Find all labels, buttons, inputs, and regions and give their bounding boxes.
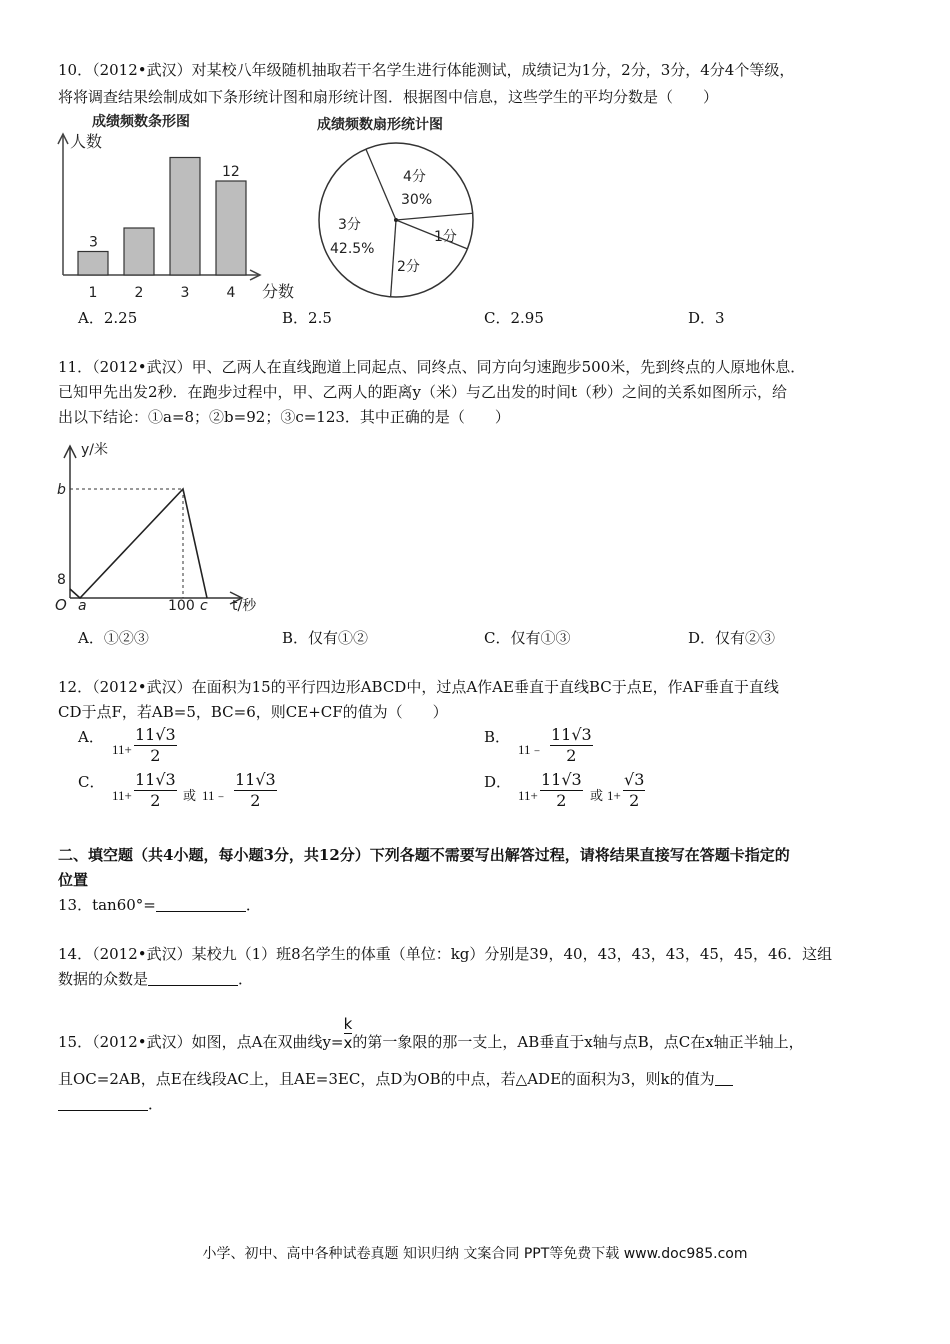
bar-chart-title: 成绩频数条形图 [92,114,190,130]
pie-pct-3: 42.5% [330,241,375,257]
pie-chart [300,112,490,307]
q12-c-num1: 11√3 [135,770,176,789]
pie-label-2: 2分 [397,259,420,275]
q13 [58,895,261,915]
q12-a-fraction [134,725,177,766]
q14-line1: 14．（2012•武汉）某校九（1）班8名学生的体重（单位：kg）分别是39，40，43，43，43，45，45，46．这组 [58,945,833,963]
q11-a-label: a [78,598,87,614]
q13-blank[interactable] [156,897,246,912]
q12-c-fraction1 [134,770,177,811]
q10-option-d[interactable]: D．3 [688,309,725,327]
bar-chart-ylabel: 人数 [70,132,103,151]
bar-3 [170,158,200,276]
q11-b-label: b [57,482,66,498]
q12-c-or: 或 [183,788,197,803]
q12-d-fraction2 [623,770,645,811]
q10-option-b[interactable]: B．2.5 [282,309,332,327]
q12-d-den1: 2 [556,791,567,810]
q15-line2-text: 且OC=2AB，点E在线段AC上，且AE=3EC，点D为OB的中点，若△ADE的面积为3，则k的值为 [58,1070,715,1088]
q10-line1: 10．（2012•武汉）对某校八年级随机抽取若干名学生进行体能测试，成绩记为1分，2分，3分，4分4个等级， [58,61,795,79]
q12-option-c[interactable]: C． [78,773,105,791]
q11-graph [52,438,272,616]
q12-d-num1: 11√3 [541,770,582,789]
section2-heading-line1: 二、填空题（共4小题，每小题3分，共12分）下列各题不需要写出解答过程，请将结果直接写在答题卡指定的 [58,846,790,864]
q11-8-label: 8 [57,572,66,588]
q12-b-num: 11√3 [551,725,592,744]
bar-tick-3: 3 [180,285,190,301]
pie-center [394,218,398,222]
q12-option-d[interactable]: D． [484,773,512,791]
q12-a-num: 11√3 [135,725,176,744]
q10-line2: 将将调查结果绘制成如下条形统计图和扇形统计图．根据图中信息，这些学生的平均分数是（ ） [58,88,719,106]
q12-c-num2: 11√3 [235,770,276,789]
pie-label-4: 4分 [403,169,426,185]
q12-b-fraction [550,725,593,766]
q12-d-num2: √3 [624,770,645,789]
q11-c-label: c [200,598,208,614]
q15-end: ． [148,1095,164,1113]
q15-line1 [58,1014,804,1052]
bar-tick-4: 4 [226,285,236,301]
bar-data-label-4: 12 [222,164,240,180]
q12-option-b[interactable]: B． [484,728,511,746]
q15-post: 的第一象限的那一支上，AB垂直于x轴与点B，点C在x轴正半轴上， [352,1033,804,1051]
q12-c-den1: 2 [150,791,161,810]
q12-line1: 12．（2012•武汉）在面积为15的平行四边形ABCD中，过点A作AE垂直于直线BC于点E，作AF垂直于直线 [58,678,779,696]
q12-a-prefix: 11+ [112,742,132,757]
q14-blank[interactable] [148,971,238,986]
q12-a-den: 2 [150,746,161,765]
q15-line3 [58,1094,163,1114]
q12-d-prefix2: 1+ [607,788,621,803]
q11-xlabel: t/秒 [232,598,257,614]
bar-4 [216,181,246,275]
q15-blank-b[interactable] [58,1096,148,1111]
q14-line2 [58,969,253,989]
q11-distance-line [70,489,207,598]
q15-blank-a[interactable] [715,1071,733,1086]
q12-b-prefix: 11﹣ [518,742,544,757]
q12-d-fraction1 [540,770,583,811]
bar-chart-xlabel: 分数 [262,282,295,301]
q15-pre: 15．（2012•武汉）如图，点A在双曲线y= [58,1033,344,1051]
pie-label-1: 1分 [434,229,457,245]
q11-option-b[interactable]: B．仅有①② [282,629,369,647]
bar-1 [78,252,108,276]
q13-text: 13．tan60°= [58,896,156,914]
q11-100-label: 100 [168,598,195,614]
q14-text: 数据的众数是 [58,970,149,988]
pie-chart-title: 成绩频数扇形统计图 [317,117,443,133]
q12-line2: CD于点F，若AB=5，BC=6，则CE+CF的值为（ ） [58,703,448,721]
page-footer: 小学、初中、高中各种试卷真题 知识归纳 文案合同 PPT等免费下载 www.doc985.com [202,1246,748,1262]
q15-k: k [343,1014,353,1033]
bar-2 [124,228,154,275]
q11-ylabel: y/米 [81,442,109,458]
q12-b-den: 2 [566,746,577,765]
q11-line3: 出以下结论：①a=8；②b=92；③c=123．其中正确的是（ ） [58,408,510,426]
q12-option-a[interactable]: A． [78,728,104,746]
q13-end: ． [245,896,261,914]
section2-heading-line2: 位置 [58,871,89,889]
q15-line2 [58,1069,733,1089]
q12-c-prefix2: 11﹣ [202,788,228,803]
q12-c-prefix: 11+ [112,788,132,803]
q15-x: x [343,1033,353,1052]
q12-d-or: 或 [590,788,604,803]
bar-chart [48,110,318,305]
bar-data-label-1: 3 [89,234,98,251]
q12-c-den2: 2 [250,791,261,810]
q10-option-a[interactable]: A．2.25 [78,309,138,327]
q11-option-d[interactable]: D．仅有②③ [688,629,776,647]
pie-pct-4: 30% [401,192,433,208]
q12-d-den2: 2 [629,791,640,810]
pie-label-3: 3分 [338,217,361,233]
q11-line2: 已知甲先出发2秒．在跑步过程中，甲、乙两人的距离y（米）与乙出发的时间t（秒）之间的关系如图所示，给 [58,383,788,401]
q11-option-a[interactable]: A．①②③ [78,629,149,647]
q10-option-c[interactable]: C．2.95 [484,309,544,327]
q11-option-c[interactable]: C．仅有①③ [484,629,571,647]
bar-tick-1: 1 [88,285,98,301]
q14-end: ． [238,970,254,988]
q12-d-prefix: 11+ [518,788,538,803]
bar-tick-2: 2 [134,285,144,301]
q11-line1: 11．（2012•武汉）甲、乙两人在直线跑道上同起点、同终点、同方向匀速跑步500米，先到终点的人原地休息． [58,358,806,376]
q11-origin-label: O [55,596,67,614]
q12-c-fraction2 [234,770,277,811]
